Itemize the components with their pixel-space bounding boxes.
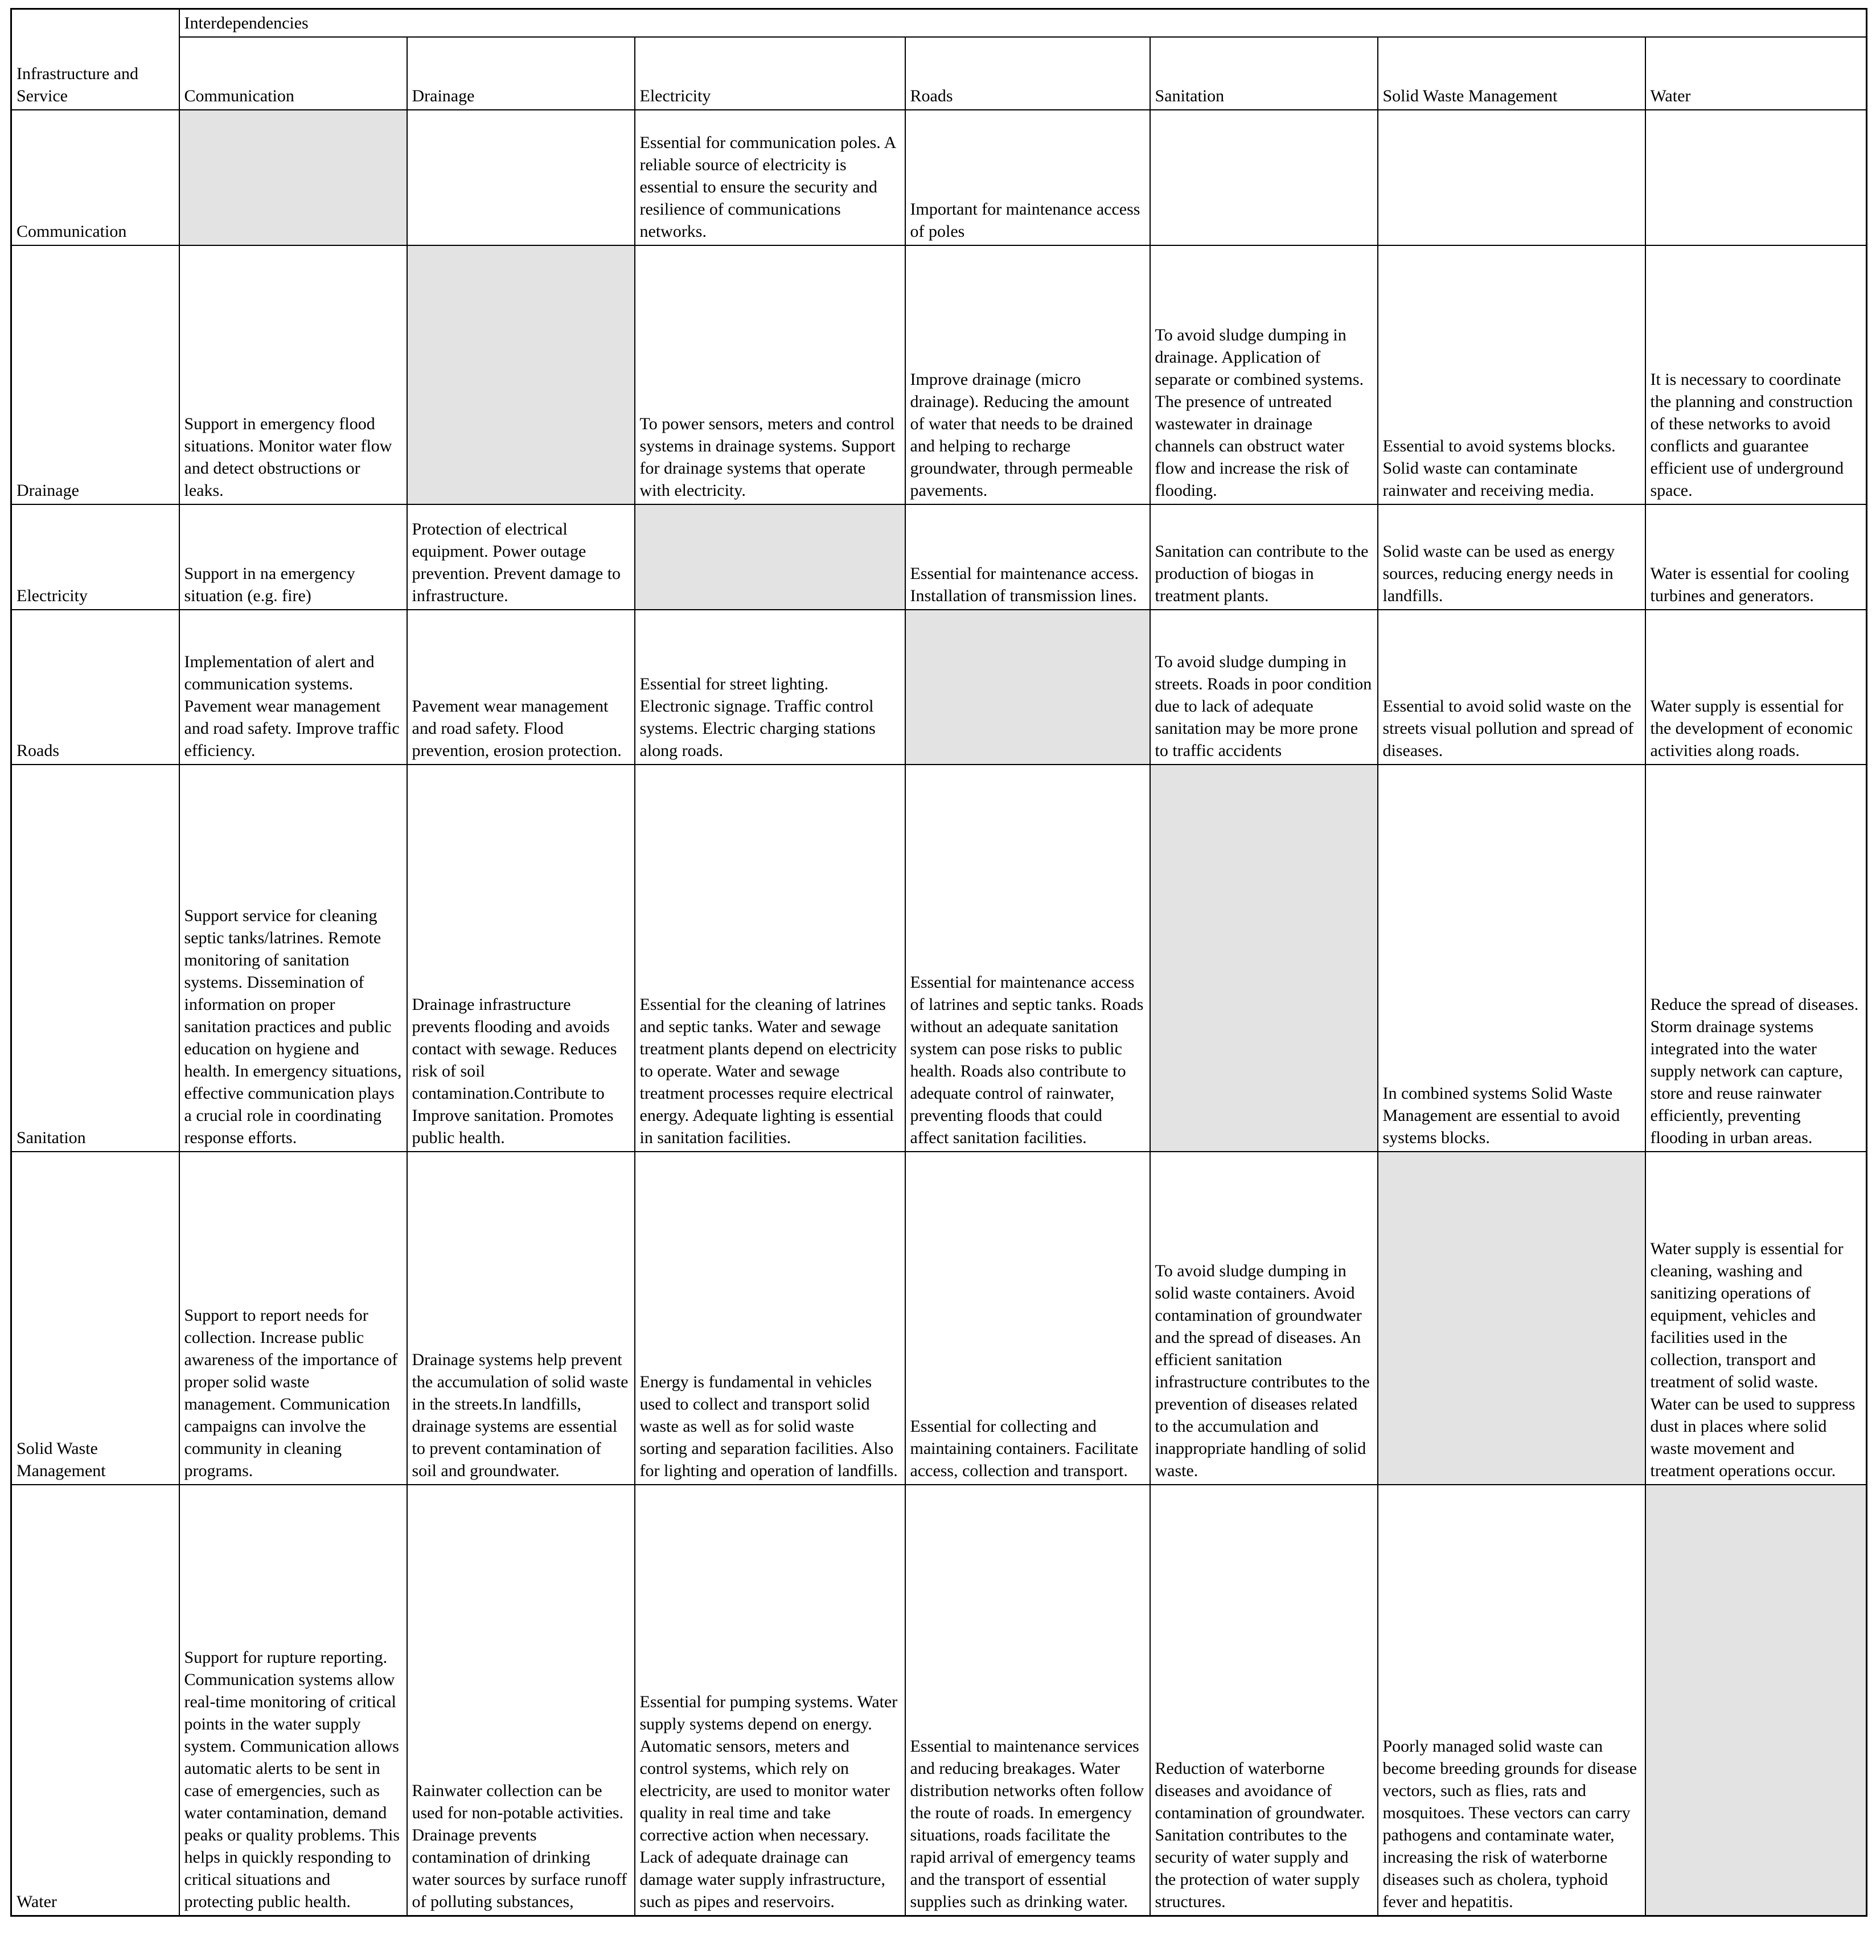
matrix-cell: Support in emergency flood situations. Monitor water flow and detect obstructions or leaks. xyxy=(179,245,407,504)
corner-header-infrastructure-and-service: Infrastructure and Service xyxy=(11,9,179,110)
matrix-cell: Rainwater collection can be used for non-potable activities. Drainage prevents contamination of drinking water sources by surface runoff of polluting substances, xyxy=(407,1485,635,1916)
matrix-cell: Implementation of alert and communication systems. Pavement wear management and road safety. Improve traffic efficiency. xyxy=(179,610,407,765)
column-header-solid-waste-management: Solid Waste Management xyxy=(1378,37,1645,110)
header-banner-row xyxy=(11,9,1867,38)
matrix-cell: Essential to avoid systems blocks. Solid waste can contaminate rainwater and receiving media. xyxy=(1378,245,1645,504)
matrix-cell: Protection of electrical equipment. Power outage prevention. Prevent damage to infrastructure. xyxy=(407,504,635,610)
column-header-row xyxy=(11,37,1867,110)
matrix-cell: Essential for pumping systems. Water supply systems depend on energy. Automatic sensors, meters and control systems, which rely on electricity, are used to monitor water quality in real time and take corrective action when necessary. Lack of adequate drainage can damage water supply infrastructure, such as pipes and reservoirs. xyxy=(635,1485,905,1916)
column-header-drainage: Drainage xyxy=(407,37,635,110)
matrix-cell-diagonal xyxy=(635,504,905,610)
matrix-cell: Water supply is essential for the development of economic activities along roads. xyxy=(1645,610,1867,765)
table-row xyxy=(11,1485,1867,1916)
matrix-cell: Improve drainage (micro drainage). Reducing the amount of water that needs to be drained and helping to recharge groundwater, through permeable pavements. xyxy=(905,245,1150,504)
matrix-cell: Support service for cleaning septic tanks/latrines. Remote monitoring of sanitation systems. Dissemination of information on proper sanitation practices and public education on hygiene and health. In emergency situations, effective communication plays a crucial role in coordinating response efforts. xyxy=(179,765,407,1152)
matrix-cell: Reduction of waterborne diseases and avoidance of contamination of groundwater. Sanitation contributes to the security of water supply and the protection of water supply structures. xyxy=(1150,1485,1378,1916)
matrix-cell: Drainage infrastructure prevents flooding and avoids contact with sewage. Reduces risk of soil contamination.Contribute to Improve sanitation. Promotes public health. xyxy=(407,765,635,1152)
matrix-cell: Essential for maintenance access of latrines and septic tanks. Roads without an adequate sanitation system can pose risks to public health. Roads also contribute to adequate control of rainwater, preventing floods that could affect sanitation facilities. xyxy=(905,765,1150,1152)
header-interdependencies: Interdependencies xyxy=(179,9,1867,38)
row-header-roads: Roads xyxy=(11,610,179,765)
matrix-cell: To avoid sludge dumping in streets. Roads in poor condition due to lack of adequate sanitation may be more prone to traffic accidents xyxy=(1150,610,1378,765)
matrix-cell: Drainage systems help prevent the accumulation of solid waste in the streets.In landfills, drainage systems are essential to prevent contamination of soil and groundwater. xyxy=(407,1152,635,1485)
row-header-sanitation: Sanitation xyxy=(11,765,179,1152)
matrix-cell: To avoid sludge dumping in solid waste containers. Avoid contamination of groundwater and the spread of diseases. An efficient sanitation infrastructure contributes to the prevention of diseases related to the accumulation and inappropriate handling of solid waste. xyxy=(1150,1152,1378,1485)
matrix-cell xyxy=(1378,110,1645,245)
matrix-cell xyxy=(407,110,635,245)
row-header-solid-waste-management: Solid Waste Management xyxy=(11,1152,179,1485)
matrix-cell: To power sensors, meters and control systems in drainage systems. Support for drainage systems that operate with electricity. xyxy=(635,245,905,504)
row-header-drainage: Drainage xyxy=(11,245,179,504)
row-header-electricity: Electricity xyxy=(11,504,179,610)
matrix-cell: Water is essential for cooling turbines and generators. xyxy=(1645,504,1867,610)
matrix-cell: Pavement wear management and road safety. Flood prevention, erosion protection. xyxy=(407,610,635,765)
table-row xyxy=(11,1152,1867,1485)
matrix-cell-diagonal xyxy=(1378,1152,1645,1485)
matrix-cell: To avoid sludge dumping in drainage. Application of separate or combined systems. The presence of untreated wastewater in drainage channels can obstruct water flow and increase the risk of flooding. xyxy=(1150,245,1378,504)
matrix-cell: Essential for the cleaning of latrines and septic tanks. Water and sewage treatment plants depend on electricity to operate. Water and sewage treatment processes require electrical energy. Adequate lighting is essential in sanitation facilities. xyxy=(635,765,905,1152)
matrix-cell: Support to report needs for collection. Increase public awareness of the importance of proper solid waste management. Communication campaigns can involve the community in cleaning programs. xyxy=(179,1152,407,1485)
interdependency-matrix-table xyxy=(10,8,1867,1917)
matrix-cell: In combined systems Solid Waste Management are essential to avoid systems blocks. xyxy=(1378,765,1645,1152)
matrix-cell: Essential to avoid solid waste on the streets visual pollution and spread of diseases. xyxy=(1378,610,1645,765)
matrix-cell: Water supply is essential for cleaning, washing and sanitizing operations of equipment, vehicles and facilities used in the collection, transport and treatment of solid waste. Water can be used to suppress dust in places where solid waste movement and treatment operations occur. xyxy=(1645,1152,1867,1485)
matrix-cell-diagonal xyxy=(905,610,1150,765)
table-row xyxy=(11,245,1867,504)
column-header-roads: Roads xyxy=(905,37,1150,110)
matrix-cell-diagonal xyxy=(407,245,635,504)
matrix-cell xyxy=(1645,110,1867,245)
column-header-communication: Communication xyxy=(179,37,407,110)
matrix-cell-diagonal xyxy=(1150,765,1378,1152)
matrix-cell: Important for maintenance access of poles xyxy=(905,110,1150,245)
matrix-cell: Essential to maintenance services and reducing breakages. Water distribution networks often follow the route of roads. In emergency situations, roads facilitate the rapid arrival of emergency teams and the transport of essential supplies such as drinking water. xyxy=(905,1485,1150,1916)
column-header-sanitation: Sanitation xyxy=(1150,37,1378,110)
matrix-cell: Support for rupture reporting. Communication systems allow real-time monitoring of critical points in the water supply system. Communication allows automatic alerts to be sent in case of emergencies, such as water contamination, demand peaks or quality problems. This helps in quickly responding to critical situations and protecting public health. xyxy=(179,1485,407,1916)
column-header-electricity: Electricity xyxy=(635,37,905,110)
matrix-cell: Poorly managed solid waste can become breeding grounds for disease vectors, such as flies, rats and mosquitoes. These vectors can carry pathogens and contaminate water, increasing the risk of waterborne diseases such as cholera, typhoid fever and hepatitis. xyxy=(1378,1485,1645,1916)
table-row xyxy=(11,504,1867,610)
row-header-communication: Communication xyxy=(11,110,179,245)
matrix-cell: Essential for maintenance access. Installation of transmission lines. xyxy=(905,504,1150,610)
matrix-cell-diagonal xyxy=(179,110,407,245)
table-row xyxy=(11,765,1867,1152)
matrix-cell: Solid waste can be used as energy sources, reducing energy needs in landfills. xyxy=(1378,504,1645,610)
table-row xyxy=(11,610,1867,765)
table-row xyxy=(11,110,1867,245)
matrix-cell-diagonal xyxy=(1645,1485,1867,1916)
matrix-cell xyxy=(1150,110,1378,245)
matrix-cell: Essential for collecting and maintaining containers. Facilitate access, collection and transport. xyxy=(905,1152,1150,1485)
matrix-cell: Reduce the spread of diseases. Storm drainage systems integrated into the water supply network can capture, store and reuse rainwater efficiently, preventing flooding in urban areas. xyxy=(1645,765,1867,1152)
matrix-cell: Sanitation can contribute to the production of biogas in treatment plants. xyxy=(1150,504,1378,610)
matrix-cell: Essential for street lighting. Electronic signage. Traffic control systems. Electric charging stations along roads. xyxy=(635,610,905,765)
matrix-cell: It is necessary to coordinate the planning and construction of these networks to avoid conflicts and guarantee efficient use of underground space. xyxy=(1645,245,1867,504)
matrix-cell: Energy is fundamental in vehicles used to collect and transport solid waste as well as for solid waste sorting and separation facilities. Also for lighting and operation of landfills. xyxy=(635,1152,905,1485)
column-header-water: Water xyxy=(1645,37,1867,110)
matrix-cell: Support in na emergency situation (e.g. fire) xyxy=(179,504,407,610)
matrix-cell: Essential for communication poles. A reliable source of electricity is essential to ensure the security and resilience of communications networks. xyxy=(635,110,905,245)
row-header-water: Water xyxy=(11,1485,179,1916)
